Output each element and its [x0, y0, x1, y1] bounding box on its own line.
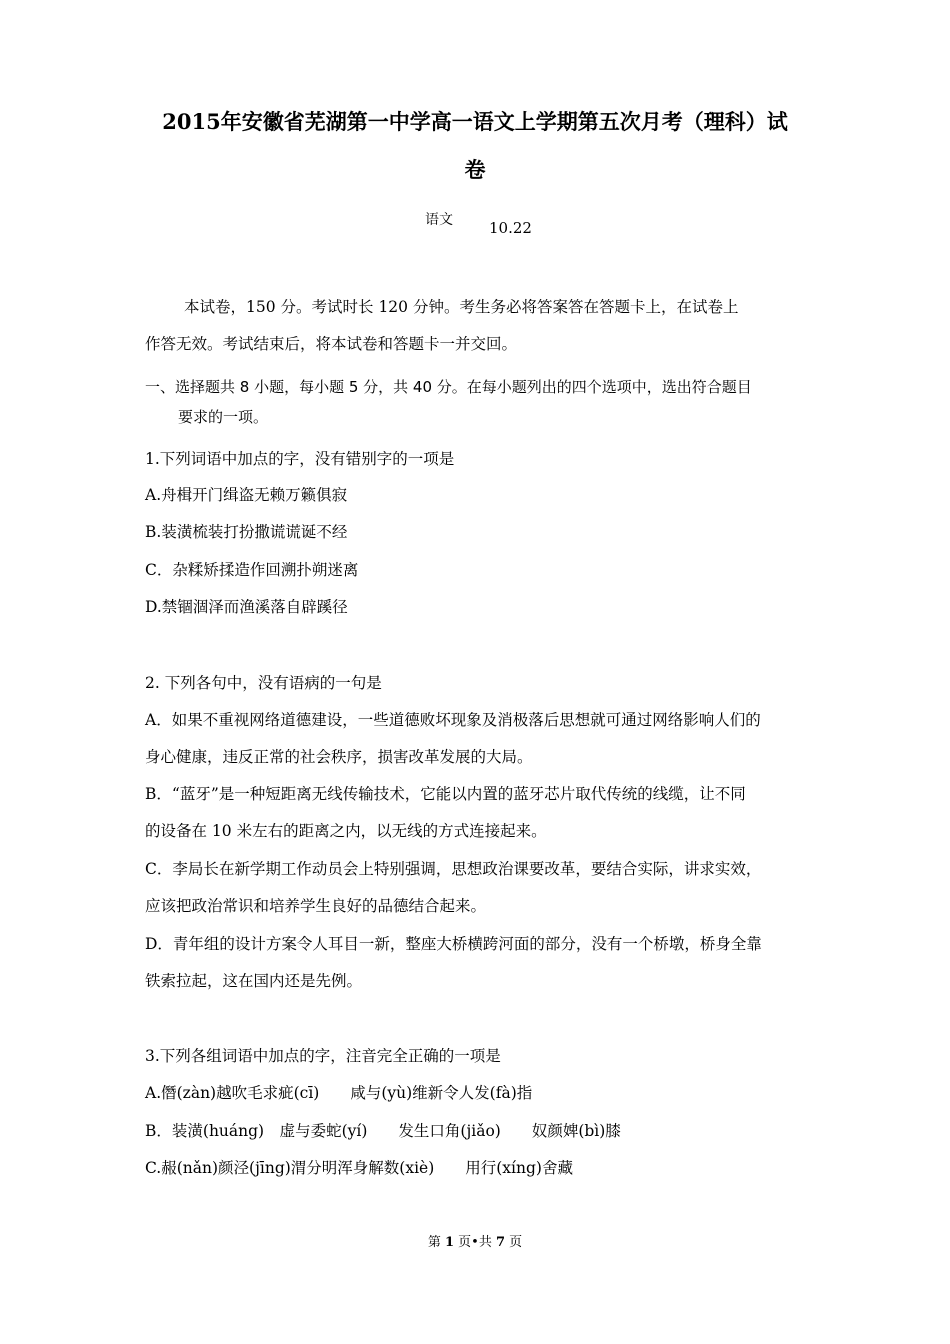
q3-option-a: A.僭(zàn)越吹毛求疵(cī) 咸与(yù)维新令人发(fà)指: [145, 1084, 533, 1102]
q3-option-b: B．装潢(huáng) 虚与委蛇(yí) 发生口角(jiǎo) 奴颜婢(bì)膝: [145, 1122, 621, 1140]
footer-total-pages: 7: [495, 1235, 506, 1250]
q2-option-a-line1: A．如果不重视网络道德建设，一些道德败坏现象及消极落后思想就可通过网络影响人们的: [145, 711, 761, 729]
page-footer: [0, 1231, 950, 1250]
q3-stem: 3.下列各组词语中加点的字，注音完全正确的一项是: [145, 1047, 501, 1065]
footer-suffix: 页: [509, 1235, 523, 1250]
q2-stem: 2. 下列各句中，没有语病的一句是: [145, 674, 382, 692]
q1-option-d: D.禁锢涸泽而渔溪落自辟蹊径: [145, 598, 348, 616]
intro-line1: 本试卷，150 分。考试时长 120 分钟。考生务必将答案答在答题卡上，在试卷上: [184, 298, 739, 316]
q3-option-c: C.赧(nǎn)颜泾(jīng)渭分明浑身解数(xiè) 用行(xíng)舍藏: [145, 1159, 573, 1177]
q1-option-a: A.舟楫开门缉盗无赖万籁俱寂: [145, 486, 348, 504]
document-title-line2: 卷: [464, 157, 486, 182]
q2-option-c-line2: 应该把政治常识和培养学生良好的品德结合起来。: [145, 897, 487, 915]
q2-option-c-line1: C．李局长在新学期工作动员会上特别强调，思想政治课要改革，要结合实际，讲求实效，: [145, 860, 762, 878]
q2-option-b-line1: B．“蓝牙”是一种短距离无线传输技术，它能以内置的蓝牙芯片取代传统的线缆，让不同: [145, 785, 746, 803]
q1-option-c: C．杂糅矫揉造作回溯扑朔迷离: [145, 561, 359, 579]
document-title-line1: 2015年安徽省芜湖第一中学高一语文上学期第五次月考（理科）试: [162, 109, 788, 134]
q2-option-b-line2: 的设备在 10 米左右的距离之内，以无线的方式连接起来。: [145, 822, 547, 840]
q2-option-d-line1: D．青年组的设计方案令人耳目一新，整座大桥横跨河面的部分，没有一个桥墩，桥身全靠: [145, 935, 762, 953]
q2-option-a-line2: 身心健康，违反正常的社会秩序，损害改革发展的大局。: [145, 748, 533, 766]
exam-date: 10.22: [489, 219, 532, 237]
intro-line2: 作答无效。考试结束后，将本试卷和答题卡一并交回。: [145, 335, 518, 353]
q1-option-b: B.装潢梳装打扮撒谎谎诞不经: [145, 523, 348, 541]
footer-current-page: 1: [444, 1235, 455, 1250]
section1-heading-line2: 要求的一项。: [178, 408, 269, 426]
subject-label: 语文: [425, 212, 453, 228]
footer-middle: 页•共: [458, 1235, 492, 1250]
q2-option-d-line2: 铁索拉起，这在国内还是先例。: [145, 972, 363, 990]
q1-stem: 1.下列词语中加点的字，没有错别字的一项是: [145, 450, 455, 468]
section1-heading-line1: 一、选择题共 8 小题，每小题 5 分，共 40 分。在每小题列出的四个选项中，选出符合题目: [145, 378, 752, 396]
footer-prefix: 第: [427, 1235, 441, 1250]
